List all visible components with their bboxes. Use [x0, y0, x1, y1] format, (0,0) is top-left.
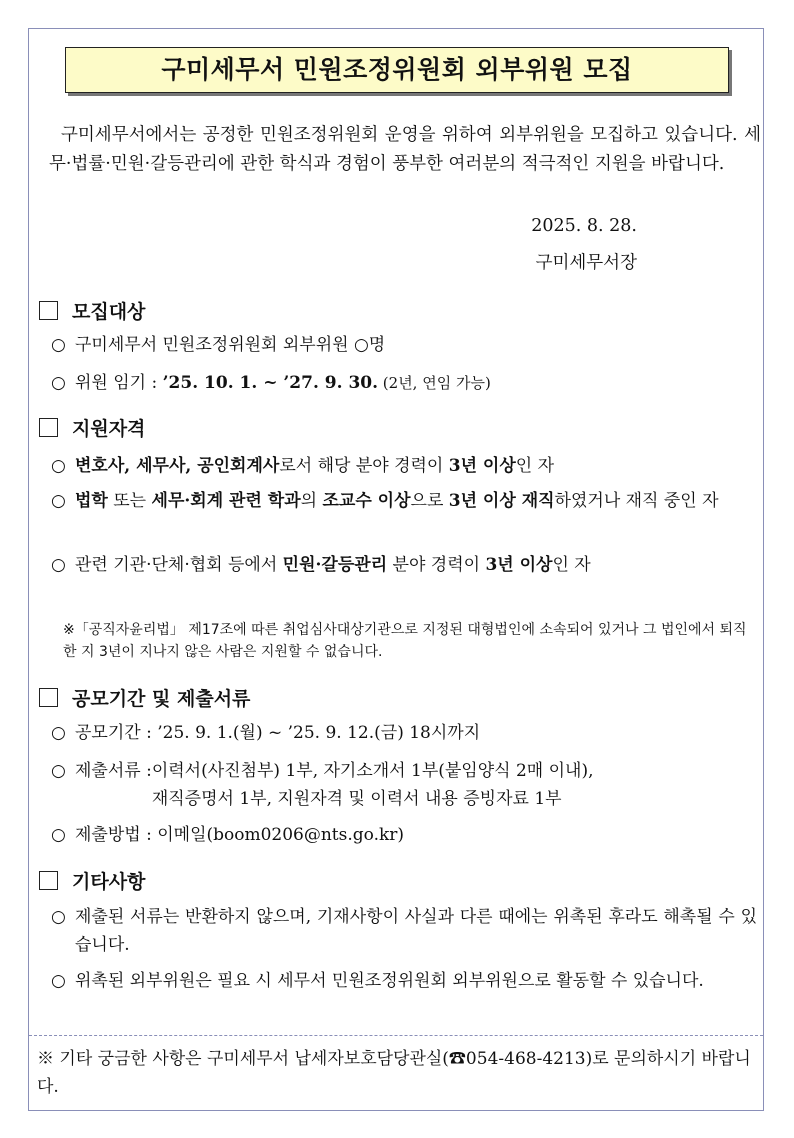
bullet-circle-icon: ○ — [51, 825, 66, 845]
term-period: ’25. 10. 1. ~ ’27. 9. 30. — [162, 373, 379, 393]
list-item: ○ 공모기간 : ’25. 9. 1.(월) ~ ’25. 9. 12.(금) 18시까지 — [51, 719, 757, 747]
bullet-circle-icon: ○ — [51, 456, 66, 476]
submission-email: 제출방법 : 이메일(boom0206@nts.go.kr) — [75, 825, 405, 845]
list-item: ○ 관련 기관·단체·협회 등에서 민원·갈등관리 분야 경력이 3년 이상인 자 — [51, 551, 757, 579]
signer: 구미세무서장 — [535, 253, 637, 273]
documents-line-1: 이력서(사진첨부) 1부, 자기소개서 1부(붙임양식 2매 이내), — [151, 761, 594, 781]
bullet-circle-icon: ○ — [51, 761, 66, 781]
list-item: ○ 위원 임기 : ’25. 10. 1. ~ ’27. 9. 30. (2년, 연임 가능) — [51, 369, 757, 397]
section-heading-etc: 기타사항 — [39, 867, 145, 894]
title-box — [65, 47, 729, 93]
bullet-circle-icon: ○ — [51, 907, 66, 927]
bullet-circle-icon: ○ — [51, 555, 66, 575]
list-item: ○ 법학 또는 세무·회계 관련 학과의 조교수 이상으로 3년 이상 재직하였거나 재직 중인 자 — [51, 487, 757, 515]
list-item: ○ 변호사, 세무사, 공인회계사로서 해당 분야 경력이 3년 이상인 자 — [51, 452, 757, 480]
list-item: ○ 위촉된 외부위원은 필요 시 세무서 민원조정위원회 외부위원으로 활동할 수 있습니다. — [51, 967, 757, 995]
bullet-circle-icon: ○ — [51, 335, 66, 355]
footer-contact: ※ 기타 궁금한 사항은 구미세무서 납세자보호담당관실(☎054-468-4213)로 문의하시기 바랍니다. — [37, 1049, 751, 1097]
bullet-circle-icon: ○ — [51, 491, 66, 511]
page-title: 구미세무서 민원조정위원회 외부위원 모집 — [161, 55, 633, 84]
checkbox-square-icon — [39, 688, 58, 707]
list-item: ○ 제출된 서류는 반환하지 않으며, 기재사항이 사실과 다른 때에는 위촉된 후라도 해촉될 수 있습니다. — [51, 903, 757, 959]
checkbox-square-icon — [39, 871, 58, 890]
intro-paragraph: 구미세무서에서는 공정한 민원조정위원회 운영을 위하여 외부위원을 모집하고 있습니다. 세무·법률·민원·갈등관리에 관한 학식과 경험이 풍부한 여러분의 적극적인 지원을 바랍니다. — [49, 125, 761, 174]
bullet-circle-icon: ○ — [51, 373, 66, 393]
footer-divider — [29, 1035, 763, 1036]
bullet-circle-icon: ○ — [51, 971, 66, 991]
eligibility-note: ※「공직자윤리법」 제17조에 따른 취업심사대상기관으로 지정된 대형법인에 소속되어 있거나 그 법인에서 퇴직한 지 3년이 지나지 않은 사람은 지원할 수 없습니다. — [63, 622, 747, 660]
list-item: ○ 제출서류 : 이력서(사진첨부) 1부, 자기소개서 1부(붙임양식 2매 이내), 재직증명서 1부, 지원자격 및 이력서 내용 증빙자료 1부 — [51, 757, 757, 813]
list-item — [51, 821, 757, 849]
section-heading-period: 공모기간 및 제출서류 — [39, 684, 250, 711]
notice-date: 2025. 8. 28. — [531, 216, 637, 236]
checkbox-square-icon — [39, 418, 58, 437]
documents-line-2: 재직증명서 1부, 지원자격 및 이력서 내용 증빙자료 1부 — [151, 789, 562, 809]
notice-frame — [28, 28, 764, 1111]
section-heading-target: 모집대상 — [39, 297, 145, 324]
list-item: ○ 구미세무서 민원조정위원회 외부위원 ○명 — [51, 331, 757, 359]
bullet-circle-icon: ○ — [51, 723, 66, 743]
section-heading-qualification: 지원자격 — [39, 414, 145, 441]
checkbox-square-icon — [39, 301, 58, 320]
